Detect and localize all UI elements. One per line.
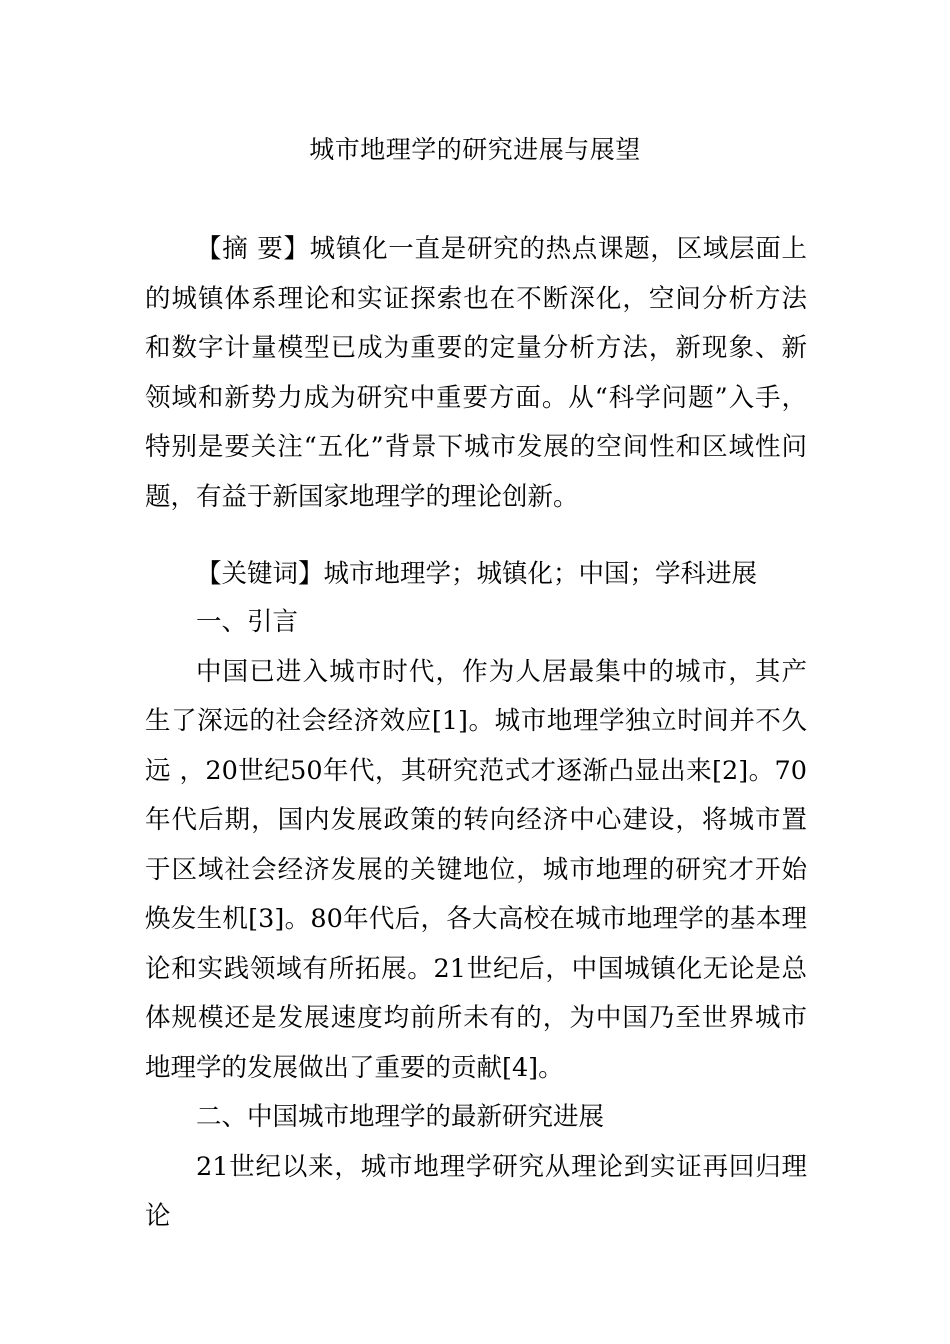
abstract-label: 【摘 要】 bbox=[196, 234, 310, 264]
section-heading-progress: 二、中国城市地理学的最新研究进展 bbox=[196, 1102, 605, 1132]
section-paragraph-progress: 21世纪以来，城市地理学研究从理论到实证再回归理论 bbox=[145, 1151, 807, 1231]
body-sections bbox=[145, 598, 807, 1242]
section-heading-introduction: 一、引言 bbox=[196, 607, 299, 637]
abstract-paragraph bbox=[145, 225, 807, 522]
abstract-text: 城镇化一直是研究的热点课题，区域层面上的城镇体系理论和实证探索也在不断深化，空间分析方法和数字计量模型已成为重要的定量分析方法，新现象、新领域和新势力成为研究中重要方面。从“科学问题”入手，特别是要关注“五化”背景下城市发展的空间性和区域性问题，有益于新国家地理学的理论创新。 bbox=[145, 234, 807, 512]
section-paragraph-introduction: 中国已进入城市时代，作为人居最集中的城市，其产生了深远的社会经济效应[1]。城市地理学独立时间并不久远 ，20世纪50年代，其研究范式才逐渐凸显出来[2]。70年代后期，国内发展政策的转向经济中心建设，将城市置于区域社会经济发展的关键地位，城市地理的研究才开始焕发生机[3]。80年代后，各大高校在城市地理学的基本理论和实践领域有所拓展。21世纪后，中国城镇化无论是总体规模还是发展速度均前所未有的，为中国乃至世界城市地理学的发展做出了重要的贡献[4]。 bbox=[145, 656, 807, 1083]
keywords-paragraph bbox=[145, 550, 807, 600]
abstract-block bbox=[145, 225, 807, 522]
keywords-text: 城市地理学；城镇化；中国；学科进展 bbox=[323, 559, 758, 589]
document-title: 城市地理学的研究进展与展望 bbox=[309, 135, 641, 164]
keywords-label: 【关键词】 bbox=[196, 559, 324, 589]
keywords-block bbox=[145, 550, 807, 600]
